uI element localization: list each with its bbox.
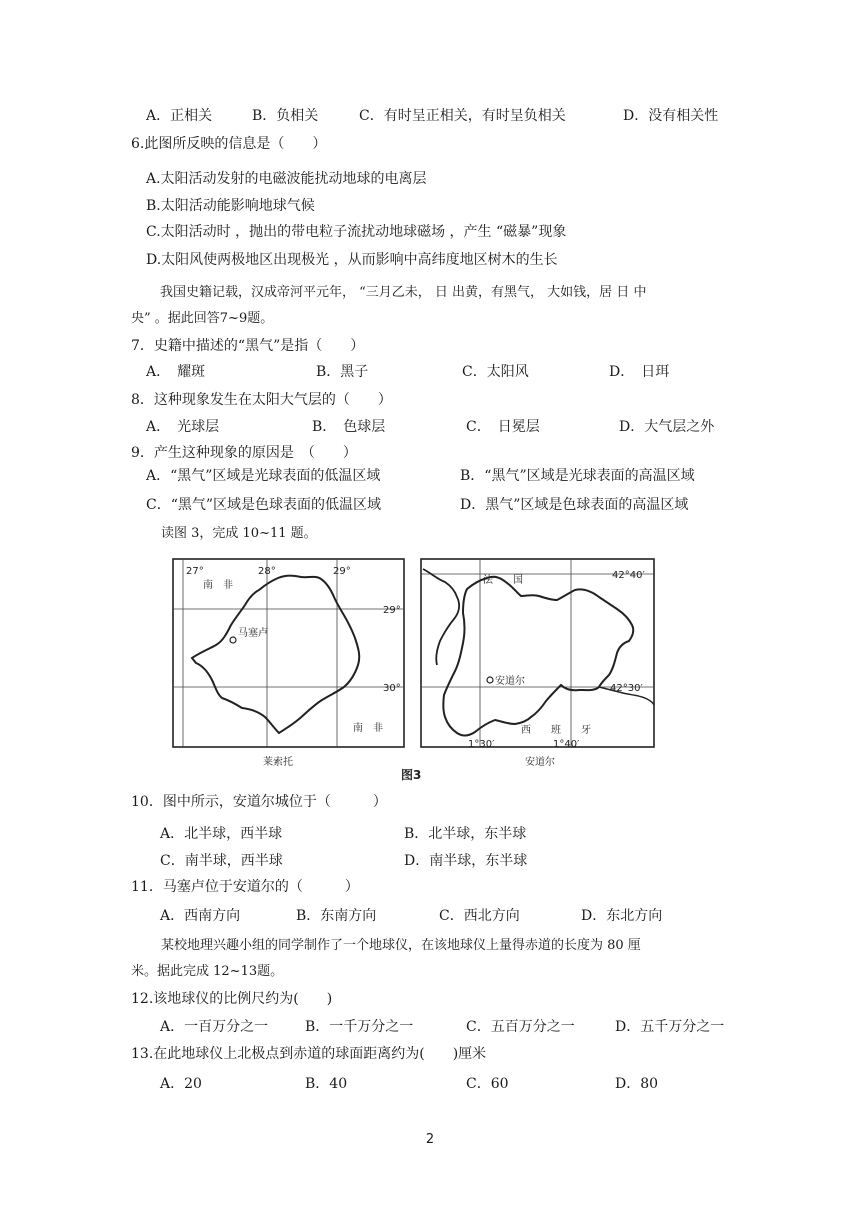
q10-stem: 10．图中所示，安道尔城位于（ ） <box>131 794 387 810</box>
andorra-map-title: 安道尔 <box>525 757 555 768</box>
q6-option-a: A.太阳活动发射的电磁波能扰动地球的电离层 <box>146 171 427 187</box>
intro-10-11: 读图 3，完成 10~11 题。 <box>161 526 317 541</box>
q9-option-c: C．“黑气”区域是色球表面的低温区域 <box>146 497 382 513</box>
q12-option-b: B．一千万分之一 <box>305 1019 414 1035</box>
andorra-lon-label-1-30: 1°30′ <box>468 739 495 750</box>
q7-option-d: D． 日珥 <box>609 364 670 380</box>
q5-option-c: C．有时呈正相关，有时呈负相关 <box>359 108 566 124</box>
q11-option-a: A．西南方向 <box>160 908 241 924</box>
q13-option-c: C．60 <box>466 1076 509 1092</box>
q12-option-c: C．五百万分之一 <box>466 1019 575 1035</box>
lesotho-lat-label-30: 30° <box>383 683 401 694</box>
andorra-lon-label-1-40: 1°40′ <box>553 739 580 750</box>
q9-option-a: A．“黑气”区域是光球表面的低温区域 <box>146 468 381 484</box>
figure-3 <box>165 553 660 788</box>
q8-option-c: C． 日冕层 <box>466 419 540 435</box>
andorra-region-bottom: 西 班 牙 <box>521 725 591 736</box>
andorra-west-line <box>423 569 459 665</box>
q13-stem: 13.在此地球仪上北极点到赤道的球面距离约为( )厘米 <box>131 1046 487 1062</box>
maseru-city-marker <box>230 637 236 643</box>
q11-option-b: B．东南方向 <box>296 908 377 924</box>
intro-12-13-line2: 米。据此完成 12~13题。 <box>131 964 284 979</box>
maseru-label: 马塞卢 <box>238 628 268 639</box>
lesotho-lon-label-29: 29° <box>333 566 351 577</box>
q7-stem: 7．史籍中描述的“黑气”是指（ ） <box>131 338 365 354</box>
q7-option-c: C．太阳风 <box>462 364 529 380</box>
andorra-map-frame <box>421 559 654 747</box>
q11-option-c: C．西北方向 <box>439 908 520 924</box>
q6-stem: 6.此图所反映的信息是（ ） <box>131 136 327 152</box>
lesotho-region-bottom: 南 非 <box>353 723 383 734</box>
q6-option-c: C.太阳活动时 ，抛出的带电粒子流扰动地球磁场 ，产生 “磁暴”现象 <box>146 224 567 240</box>
q13-option-b: B．40 <box>305 1076 348 1092</box>
q12-option-a: A．一百万分之一 <box>160 1019 269 1035</box>
q5-option-b: B．负相关 <box>252 108 319 124</box>
q10-option-b: B．北半球，东半球 <box>404 826 527 842</box>
q9-option-d: D．黑气”区域是色球表面的高温区域 <box>460 497 689 513</box>
lesotho-map-title: 莱索托 <box>263 757 293 768</box>
lesotho-map <box>173 559 404 768</box>
q12-option-d: D．五千万分之一 <box>615 1019 725 1035</box>
q8-option-d: D．大气层之外 <box>619 419 715 435</box>
q8-option-b: B． 色球层 <box>312 419 386 435</box>
q10-option-c: C．南半球，西半球 <box>160 853 283 869</box>
q11-stem: 11．马塞卢位于安道尔的（ ） <box>131 879 359 895</box>
q11-option-d: D．东北方向 <box>581 908 663 924</box>
andorra-graticule <box>421 559 654 747</box>
intro-12-13-line1: 某校地理兴趣小组的同学制作了一个地球仪，在该地球仪上量得赤道的长度为 80 厘 <box>161 938 641 953</box>
q13-option-a: A．20 <box>160 1076 202 1092</box>
page-number: 2 <box>425 1132 435 1147</box>
andorra-city-label: 安道尔 <box>495 676 525 687</box>
q8-option-a: A． 光球层 <box>146 419 220 435</box>
q7-option-a: A． 耀斑 <box>146 364 206 380</box>
q10-option-a: A．北半球，西半球 <box>160 826 283 842</box>
intro-7-9-line1: 我国史籍记载，汉成帝河平元年， “三月乙未， 日 出黄，有黑气， 大如钱，居 日 中 <box>160 285 647 300</box>
q12-stem: 12.该地球仪的比例尺约为( ) <box>131 991 333 1007</box>
q9-option-b: B．“黑气”区域是光球表面的高温区域 <box>460 468 695 484</box>
andorra-city-marker <box>487 677 493 683</box>
lesotho-border <box>192 576 359 733</box>
q13-option-d: D．80 <box>615 1076 659 1092</box>
lesotho-region-top: 南 非 <box>203 580 233 591</box>
q7-option-b: B．黑子 <box>316 364 369 380</box>
q9-stem: 9．产生这种现象的原因是 （ ） <box>131 445 357 461</box>
q5-option-a: A．正相关 <box>146 108 213 124</box>
lesotho-lat-label-29: 29° <box>383 605 401 616</box>
andorra-region-top: 法 国 <box>483 575 523 586</box>
q5-option-d: D．没有相关性 <box>623 108 719 124</box>
andorra-map <box>421 559 654 768</box>
q6-option-b: B.太阳活动能影响地球气候 <box>146 198 315 214</box>
q6-option-d: D.太阳风使两极地区出现极光 ，从而影响中高纬度地区树木的生长 <box>146 252 558 268</box>
lesotho-lon-label-27: 27° <box>186 566 204 577</box>
lesotho-lon-label-28: 28° <box>258 566 276 577</box>
figure-caption: 图3 <box>401 768 422 782</box>
q8-stem: 8．这种现象发生在太阳大气层的（ ） <box>131 392 392 408</box>
q10-option-d: D．南半球，东半球 <box>404 853 528 869</box>
intro-7-9-line2: 央” 。据此回答7~9题。 <box>131 311 274 326</box>
andorra-border <box>443 577 633 736</box>
andorra-lat-label-42-30: 42°30′ <box>610 683 643 694</box>
andorra-lat-label-42-40: 42°40′ <box>612 570 645 581</box>
